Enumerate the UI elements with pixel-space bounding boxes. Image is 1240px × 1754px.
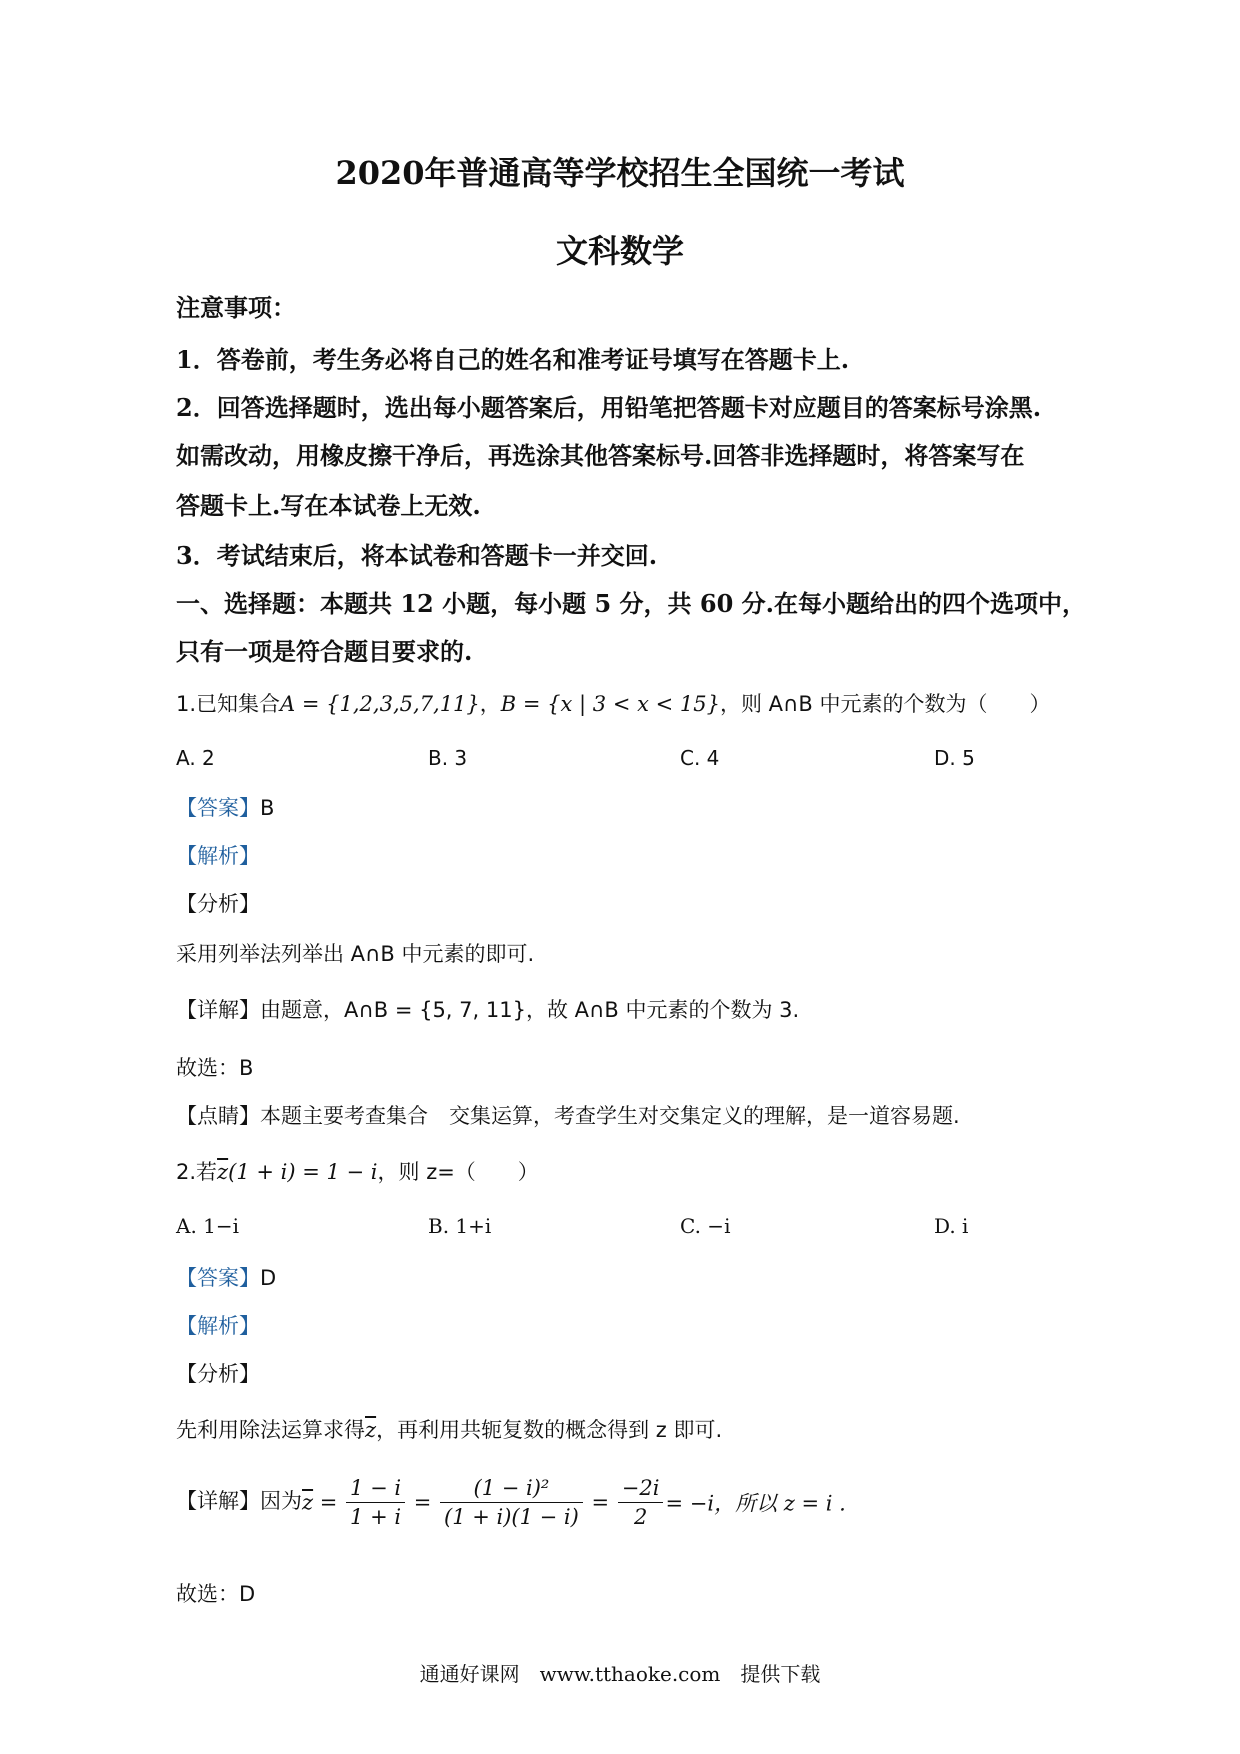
q1-set-a: A = {1,2,3,5,7,11} xyxy=(280,692,480,716)
q1-option-c: C. 4 xyxy=(680,746,720,770)
q2-frac-3 xyxy=(618,1476,664,1529)
q2-frac-3-den: 2 xyxy=(633,1505,648,1529)
page-footer: 通通好课网 www.tthaoke.com 提供下载 xyxy=(419,1662,821,1686)
q2-detail-post: = −i，所以 z = i . xyxy=(665,1491,846,1516)
q1-suffix: ，则 A∩B 中元素的个数为（ ） xyxy=(719,692,1051,716)
page-subtitle: 文科数学 xyxy=(555,232,684,270)
q2-z-bar: $\overline{z}$ xyxy=(217,1160,229,1184)
q2-prefix: 2.若 xyxy=(176,1160,218,1184)
q1-prefix: 1.已知集合 xyxy=(176,692,281,716)
q2-frac-2-den: (1 + i)(1 − i) xyxy=(444,1505,579,1529)
q2-fenxi-b: ，再利用共轭复数的概念得到 z 即可. xyxy=(376,1418,723,1442)
q2-fenxi-a: 先利用除法运算求得 xyxy=(176,1418,365,1442)
q2-detail-pre: 因为 xyxy=(260,1489,302,1513)
q2-answer-value: D xyxy=(260,1266,277,1290)
q2-option-b: B. 1+i xyxy=(428,1214,492,1238)
q2-detail: 【详解】因为$\overline{z}$ = $\frac{1 - i}{1 + i}$ = $\frac{\text{(1 − i)²}}{(1 + i)(1 - i)}$ = $\frac{-2i}{2}$ = −i，所以 z = i . xyxy=(176,1476,846,1529)
q2-analysis-tag: 【解析】 xyxy=(176,1314,260,1338)
q2-frac-1-den: 1 + i xyxy=(350,1505,402,1529)
q1-answer xyxy=(176,792,274,822)
q2-fenxi-text xyxy=(176,1414,722,1444)
q1-detail-text: 由题意，A∩B = {5, 7, 11}，故 A∩B 中元素的个数为 3. xyxy=(260,998,800,1022)
q1-detail-tag: 【详解】 xyxy=(176,998,260,1022)
page-title: 2020年普通高等学校招生全国统一考试 xyxy=(335,154,905,192)
question-2-stem xyxy=(176,1156,539,1186)
q1-detail xyxy=(176,994,799,1024)
section-heading-line2: 只有一项是符合题目要求的. xyxy=(176,637,473,666)
q2-option-c: C. −i xyxy=(680,1214,731,1238)
q2-suffix: ，则 z=（ ） xyxy=(377,1160,539,1184)
q1-analysis-tag: 【解析】 xyxy=(176,844,260,868)
notice-item-2: 2．回答选择题时，选出每小题答案后，用铅笔把答题卡对应题目的答案标号涂黑. xyxy=(176,393,1042,422)
q1-answer-tag: 【答案】 xyxy=(176,796,260,820)
notice-item-3: 3．考试结束后，将本试卷和答题卡一并交回. xyxy=(176,541,658,570)
q1-option-d: D. 5 xyxy=(934,746,975,770)
q1-fenxi-tag: 【分析】 xyxy=(176,892,260,916)
q2-option-d: D. i xyxy=(934,1214,969,1238)
q2-fenxi-tag: 【分析】 xyxy=(176,1362,260,1386)
q1-comment xyxy=(176,1100,960,1130)
notice-item-1: 1．答卷前，考生务必将自己的姓名和准考证号填写在答题卡上. xyxy=(176,345,850,374)
q1-option-b: B. 3 xyxy=(428,746,468,770)
q1-set-b: B = {x | 3 < x < 15} xyxy=(500,692,720,716)
q1-comment-text: 本题主要考查集合 交集运算，考查学生对交集定义的理解，是一道容易题. xyxy=(260,1104,960,1128)
q1-comment-tag: 【点睛】 xyxy=(176,1104,260,1128)
q2-expr: (1 + i) = 1 − i xyxy=(228,1160,378,1184)
q1-comma: ， xyxy=(479,692,501,716)
q2-frac-1 xyxy=(346,1476,405,1529)
question-1-stem xyxy=(176,688,1050,718)
notice-heading: 注意事项： xyxy=(176,293,296,322)
q2-frac-1-num: 1 − i xyxy=(346,1476,405,1503)
q1-choose: 故选：B xyxy=(176,1056,254,1080)
q2-frac-3-num: −2i xyxy=(618,1476,664,1503)
q1-answer-value: B xyxy=(260,796,275,820)
notice-item-2-cont: 如需改动，用橡皮擦干净后，再选涂其他答案标号.回答非选择题时，将答案写在 xyxy=(176,441,1025,470)
q1-option-a: A. 2 xyxy=(176,746,215,770)
q2-frac-2-num: (1 − i)² xyxy=(440,1476,583,1503)
q2-detail-z-bar: $\overline{z}$ xyxy=(302,1490,314,1515)
q1-fenxi-text: 采用列举法列举出 A∩B 中元素的即可. xyxy=(176,942,535,966)
q2-frac-2 xyxy=(440,1476,583,1529)
q2-detail-tag: 【详解】 xyxy=(176,1489,260,1513)
section-heading-line1: 一、选择题：本题共 12 小题，每小题 5 分，共 60 分.在每小题给出的四个选项中， xyxy=(176,589,1086,618)
q2-fenxi-z-bar: $\overline{z}$ xyxy=(365,1418,377,1442)
q2-option-a: A. 1−i xyxy=(176,1214,240,1238)
q2-choose: 故选：D xyxy=(176,1582,256,1606)
q2-answer-tag: 【答案】 xyxy=(176,1266,260,1290)
notice-item-2-cont2: 答题卡上.写在本试卷上无效. xyxy=(176,491,481,520)
q2-answer xyxy=(176,1262,276,1292)
